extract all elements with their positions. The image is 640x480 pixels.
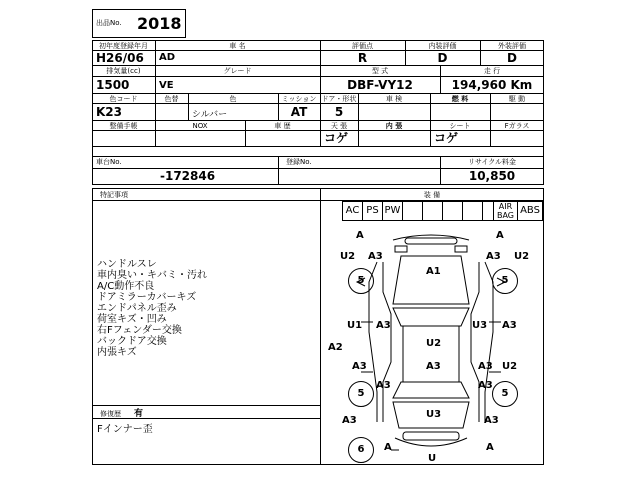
doors-label: ドア・形状 <box>321 95 357 103</box>
color-code-value: K23 <box>96 105 122 119</box>
transmission-value: AT <box>290 105 308 119</box>
remark-line: 車内臭い・キバミ・汚れ <box>97 270 207 281</box>
equipment-slot <box>422 201 443 221</box>
doors-value: 5 <box>334 105 344 119</box>
mark-roof-u2: U2 <box>426 338 442 349</box>
interior-score-label: 内装評価 <box>428 42 457 50</box>
year-label: 初年度登録年月 <box>99 42 148 50</box>
wheel-rear-left: 5 <box>348 381 374 407</box>
mark-a3-rear-quarter-right: A3 <box>484 415 499 426</box>
mark-u1-left: U1 <box>347 320 363 331</box>
repair-note: Fインナー歪 <box>97 424 153 435</box>
remarks-label: 特記事項 <box>100 191 128 199</box>
seat-label: シート <box>449 122 471 130</box>
mark-hood-a1: A1 <box>426 266 441 277</box>
mark-u3-right: U3 <box>472 320 488 331</box>
drive-label: 駆 動 <box>508 95 526 103</box>
remark-line: 荷室キズ・凹み <box>97 314 167 325</box>
exterior-score-label: 外装評価 <box>498 42 526 50</box>
history-label: 車 歴 <box>274 122 291 130</box>
mark-a2-left: A2 <box>328 342 343 353</box>
spare-tire-mark: 6 <box>348 437 374 463</box>
mileage-value: 194,960 Km <box>451 78 533 92</box>
manual-label: 整備手帳 <box>109 122 138 130</box>
mark-a3-rear-quarter-left: A3 <box>342 415 357 426</box>
mark-front-a3-right: A3 <box>486 251 501 262</box>
ceiling-value: コゲ <box>324 131 349 145</box>
remark-line: 右Fフェンダー交換 <box>97 325 182 336</box>
interior-score-value: D <box>437 51 448 65</box>
mark-front-a3-left: A3 <box>368 251 383 262</box>
mark-a3-right-rear-door: A3 <box>478 361 493 372</box>
mark-front-a-right: A <box>496 230 504 241</box>
mark-rear-a-left: A <box>384 442 392 453</box>
mark-rear-a-right: A <box>486 442 494 453</box>
mark-rear-u: U <box>428 453 437 464</box>
mark-front-u2-left: U2 <box>340 251 356 262</box>
color-value: シルバー <box>192 110 228 120</box>
chassis-value: -172846 <box>160 169 216 183</box>
equipment-abs: ABS <box>517 201 543 221</box>
glass-label: Fガラス <box>504 122 530 130</box>
displacement-label: 排気量(cc) <box>106 67 141 75</box>
recycle-fee-value: 10,850 <box>468 169 516 183</box>
model-value: DBF-VY12 <box>347 78 413 92</box>
equipment-label: 装 備 <box>423 191 441 199</box>
mark-a3-left-door: A3 <box>376 320 391 331</box>
equipment-slot <box>442 201 463 221</box>
grade-value: VE <box>159 80 174 91</box>
mark-front-a: A <box>356 230 364 241</box>
recycle-fee-label: リサイクル料金 <box>467 158 517 166</box>
mark-trunk-u3: U3 <box>426 409 442 420</box>
nox-label: NOX <box>192 122 208 130</box>
mileage-label: 走 行 <box>483 67 501 75</box>
grade-label: グレード <box>223 67 252 75</box>
model-label: 型 式 <box>371 67 389 75</box>
wheel-rear-right: 5 <box>492 381 518 407</box>
fuel-label: 燃 料 <box>451 95 469 103</box>
lot-number-value: 2018 <box>137 14 182 33</box>
equipment-slot <box>462 201 483 221</box>
mark-a3-right-rear: A3 <box>478 380 493 391</box>
equipment-pw: PW <box>382 201 403 221</box>
repair-history-value: 有 <box>134 409 144 419</box>
lot-number-label: 出品No. <box>96 19 122 27</box>
ceiling-label: 天 張 <box>330 122 348 130</box>
remark-line: ドアミラーカバーキズ <box>97 292 197 303</box>
car-name-label: 車 名 <box>229 42 246 50</box>
wheel-front-left: 5 <box>348 268 374 294</box>
equipment-ac: AC <box>342 201 363 221</box>
remark-line: ハンドルスレ <box>97 259 157 270</box>
registration-label: 登録No. <box>286 158 312 166</box>
exterior-score-value: D <box>507 51 517 65</box>
chassis-label: 車台No. <box>96 158 122 166</box>
wheel-front-right: 5 <box>492 268 518 294</box>
color-change-label: 色替 <box>164 95 179 103</box>
mark-front-u2-right: U2 <box>514 251 530 262</box>
lot-number-box <box>92 9 186 38</box>
remark-line: 内張キズ <box>97 347 137 358</box>
year-value: H26/06 <box>96 51 144 65</box>
repair-history-label: 修復歴 <box>100 410 121 418</box>
interior-trim-label: 内 張 <box>385 122 403 130</box>
remark-line: A/C動作不良 <box>97 281 155 292</box>
remark-line: エンドパネル歪み <box>97 303 177 314</box>
score-value: R <box>357 51 368 65</box>
equipment-airbag: AIR BAG <box>493 201 518 221</box>
seat-value: コゲ <box>434 131 459 145</box>
mark-u2-right-rear: U2 <box>502 361 518 372</box>
car-name-value: AD <box>159 52 176 63</box>
remark-line: バックドア交換 <box>97 336 167 347</box>
equipment-slot <box>402 201 423 221</box>
score-label: 評価点 <box>352 42 373 50</box>
mark-roof-a3: A3 <box>426 361 441 372</box>
color-label: 色 <box>229 95 237 103</box>
mark-a3-left-rear-door: A3 <box>352 361 367 372</box>
equipment-ps: PS <box>362 201 383 221</box>
mark-a3-left-rear: A3 <box>376 380 391 391</box>
color-code-label: 色コード <box>109 95 138 103</box>
mark-a3-right-door: A3 <box>502 320 517 331</box>
transmission-label: ミッション <box>281 95 317 103</box>
displacement-value: 1500 <box>96 78 130 92</box>
inspection-label: 車 検 <box>385 95 403 103</box>
